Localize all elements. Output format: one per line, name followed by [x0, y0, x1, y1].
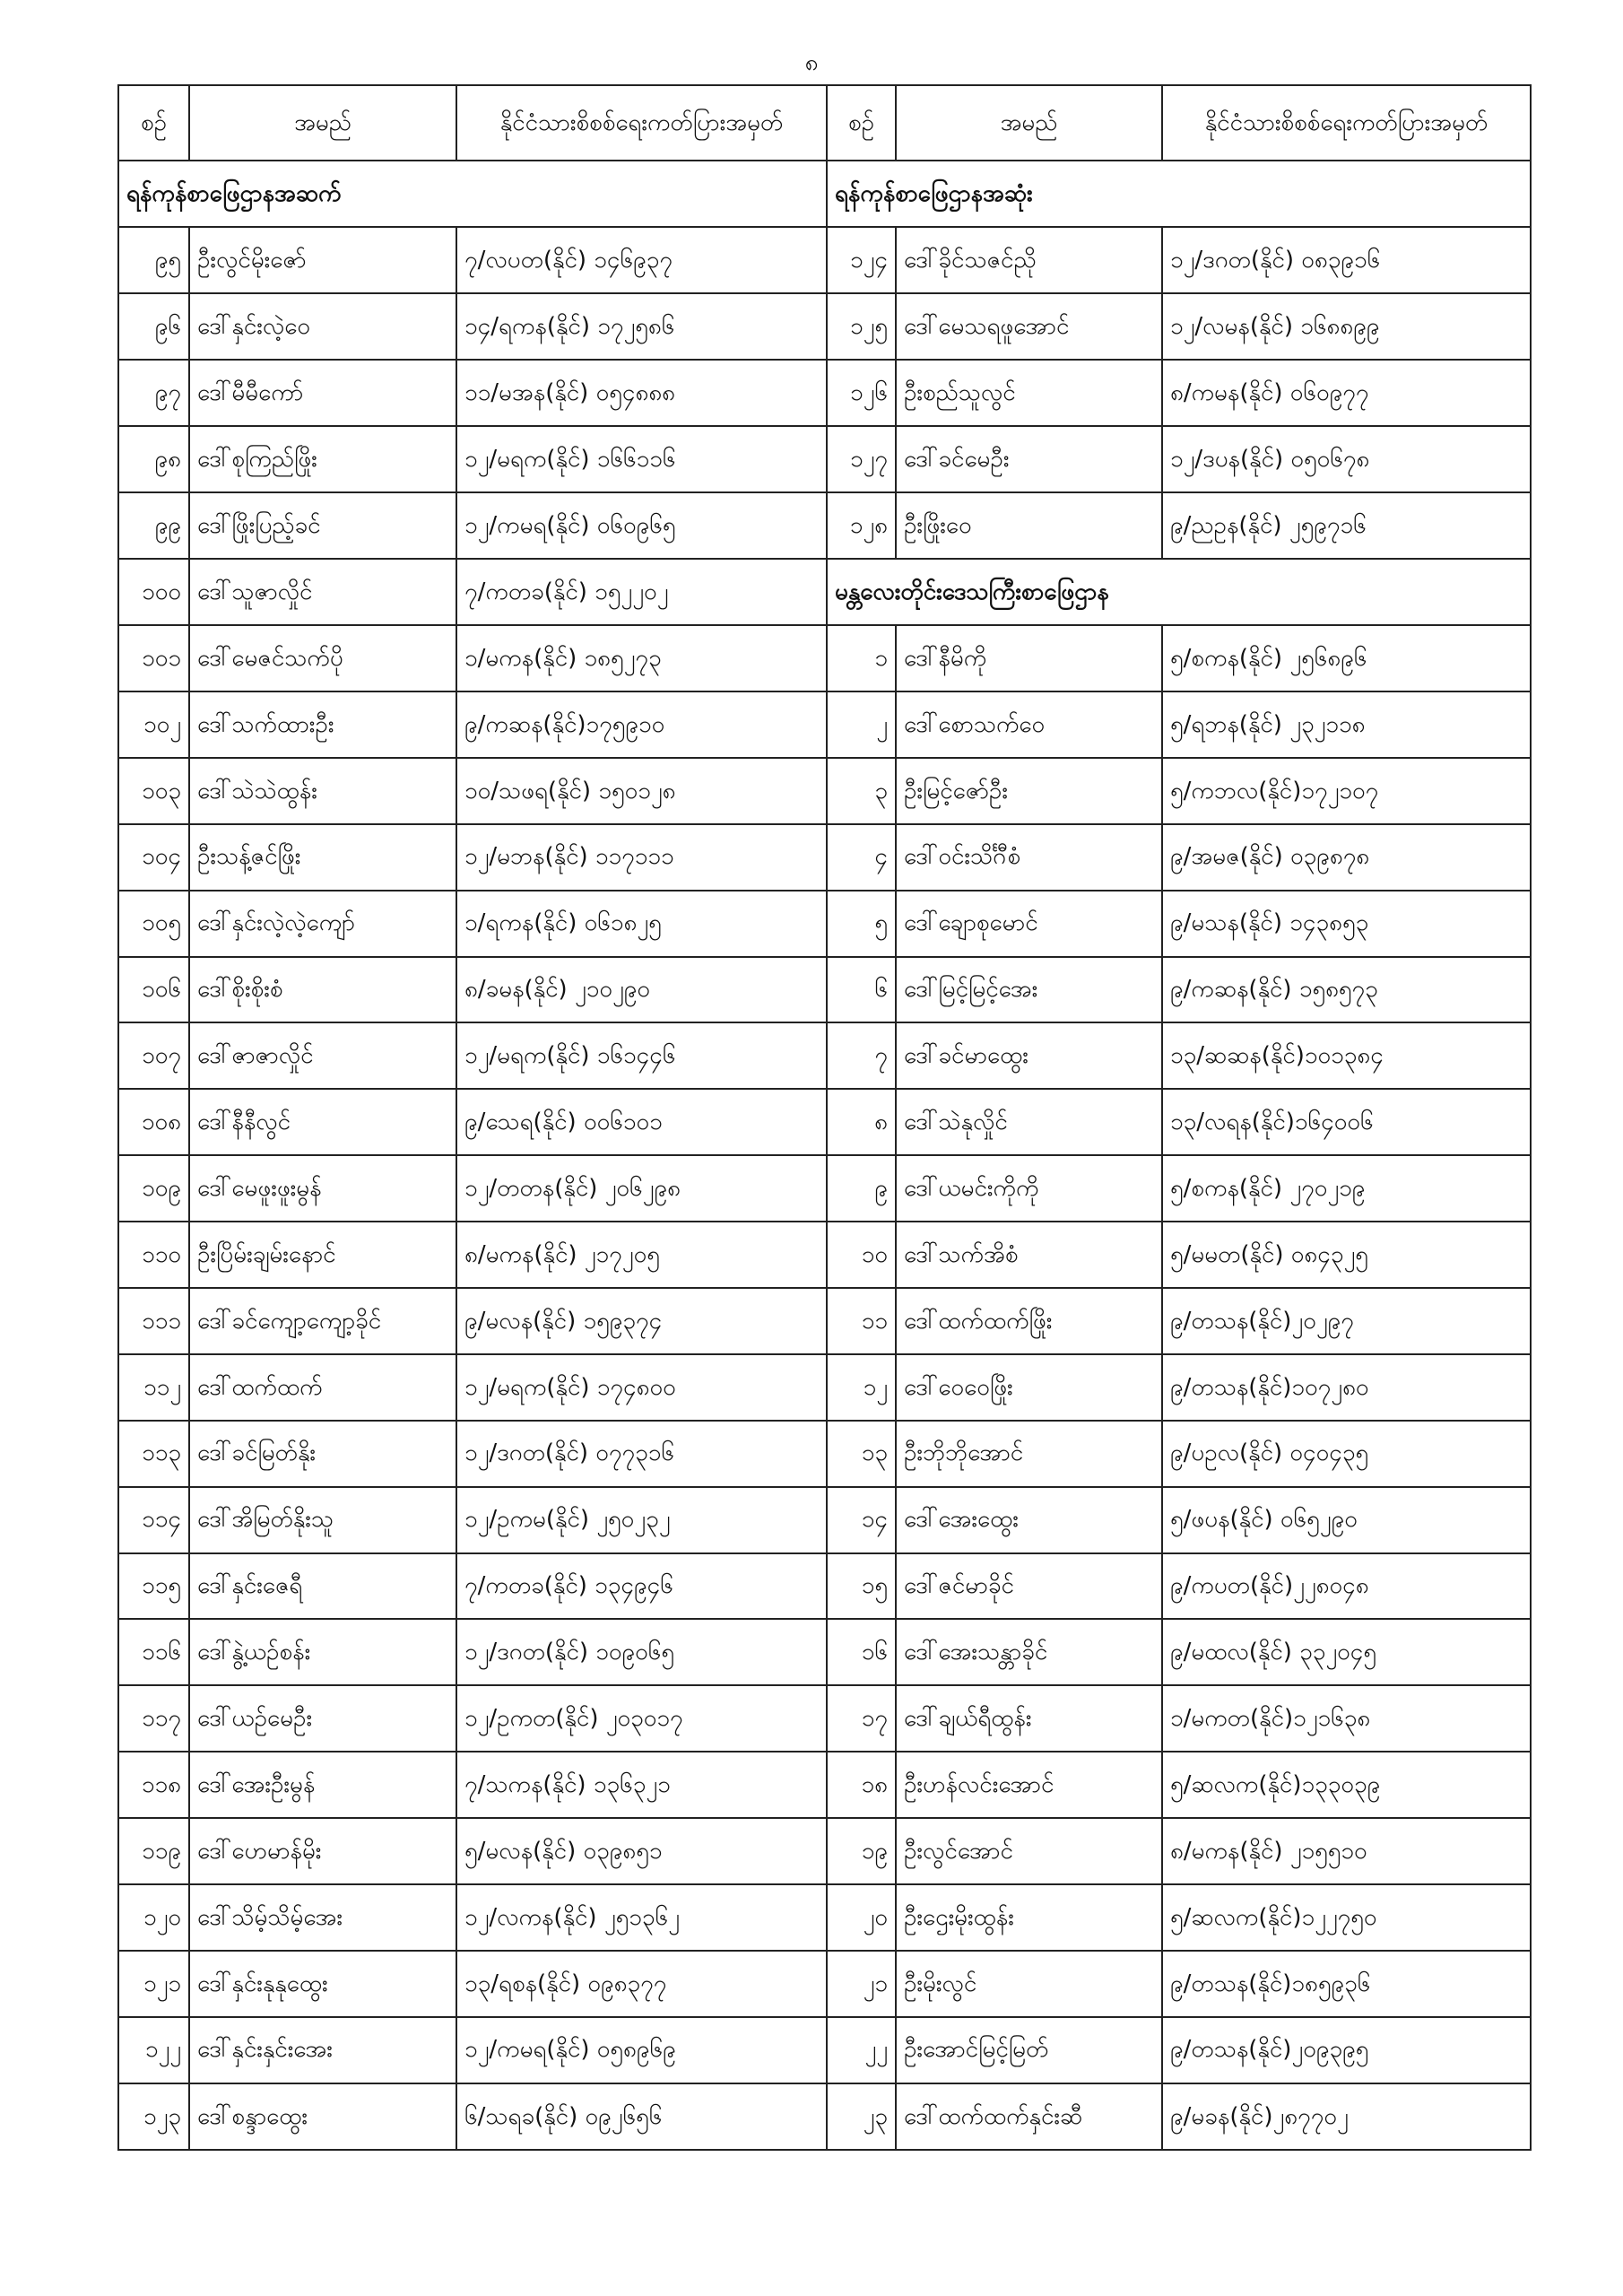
candidate-name: ဒေါ်ထက်ထက်နှင်းဆီ	[896, 2083, 1162, 2150]
nrc-number: ၁၂/တတန(နိုင်) ၂၀၆၂၉၈	[456, 1155, 827, 1222]
row-number: ၁၆	[827, 1619, 896, 1685]
nrc-number: ၁၃/ရစန(နိုင်) ၀၉၈၃၇၇	[456, 1951, 827, 2017]
table-row	[118, 1022, 1531, 1089]
row-number: ၂	[827, 691, 896, 758]
nrc-number: ၁၃/လရန(နိုင်)၁၆၄၀၀၆	[1162, 1089, 1531, 1155]
row-number: ၁၂၈	[827, 492, 896, 559]
candidate-name: ဒေါ်သိမ့်သိမ့်အေး	[189, 1884, 456, 1951]
row-number: ၁၁၂	[118, 1354, 189, 1421]
candidate-name: ဒေါ်သက်ထားဦး	[189, 691, 456, 758]
nrc-number: ၇/ကတခ(နိုင်) ၁၅၂၂၀၂	[456, 559, 827, 625]
row-number: ၁၂၆	[827, 360, 896, 426]
nrc-number: ၉/ညဥန(နိုင်) ၂၅၉၇၁၆	[1162, 492, 1531, 559]
table-row	[118, 1553, 1531, 1620]
row-number: ၉၇	[118, 360, 189, 426]
nrc-number: ၁၁/မအန(နိုင်) ၀၅၄၈၈၈	[456, 360, 827, 426]
row-number: ၁၂၂	[118, 2017, 189, 2083]
header-nrc-right: နိုင်ငံသားစိစစ်ရေးကတ်ပြားအမှတ်	[1162, 85, 1531, 161]
candidate-name: ဒေါ်ချောစုမောင်	[896, 891, 1162, 957]
candidate-name: ဒေါ်ယမင်းကိုကို	[896, 1155, 1162, 1222]
table-row	[118, 559, 1531, 625]
nrc-number: ၁၂/ဒဂတ(နိုင်) ၁၀၉၀၆၅	[456, 1619, 827, 1685]
candidate-name: ဒေါ်စောသက်ဝေ	[896, 691, 1162, 758]
table-row	[118, 492, 1531, 559]
nrc-number: ၉/တသန(နိုင်)၂၀၂၉၇	[1162, 1288, 1531, 1354]
candidate-name: ဒေါ်ခင်မေဦး	[896, 426, 1162, 492]
candidate-name: ဒေါ်ချယ်ရီထွန်း	[896, 1685, 1162, 1752]
candidate-name: ဒေါ်ထက်ထက်	[189, 1354, 456, 1421]
candidate-name: ဒေါ်မီမီကော်	[189, 360, 456, 426]
table-row	[118, 1222, 1531, 1288]
row-number: ၁၂	[827, 1354, 896, 1421]
nrc-number: ၉/သေရ(နိုင်) ၀၀၆၁၀၁	[456, 1089, 827, 1155]
candidate-name: ဦးဘိုဘိုအောင်	[896, 1421, 1162, 1487]
nrc-number: ၁/ရကန(နိုင်) ၀၆၁၈၂၅	[456, 891, 827, 957]
candidate-name: ဒေါ်ဝေဝေဖြိုး	[896, 1354, 1162, 1421]
row-number: ၃	[827, 758, 896, 824]
candidate-name: ဒေါ်နှင်းနုနုထွေး	[189, 1951, 456, 2017]
nrc-number: ၉/တသန(နိုင်)၁၀၇၂၈၀	[1162, 1354, 1531, 1421]
row-number: ၁၂၇	[827, 426, 896, 492]
table-row	[118, 161, 1531, 227]
row-number: ၅	[827, 891, 896, 957]
header-name-right: အမည်	[896, 85, 1162, 161]
candidate-name: ဒေါ်အေးဦးမွန်	[189, 1752, 456, 1818]
row-number: ၁၇	[827, 1685, 896, 1752]
candidate-name: ဒေါ်စန္ဒာထွေး	[189, 2083, 456, 2150]
nrc-number: ၉/တသန(နိုင်)၁၈၅၉၃၆	[1162, 1951, 1531, 2017]
row-number: ၇	[827, 1022, 896, 1089]
row-number: ၁၁၇	[118, 1685, 189, 1752]
nrc-number: ၈/မကန(နိုင်) ၂၁၅၅၁၀	[1162, 1818, 1531, 1884]
candidate-name: ဒေါ်အေးသန္တာခိုင်	[896, 1619, 1162, 1685]
table-row	[118, 1288, 1531, 1354]
candidate-name: ဦးလွင်အောင်	[896, 1818, 1162, 1884]
candidate-name: ဒေါ်သူဇာလှိုင်	[189, 559, 456, 625]
table-row	[118, 625, 1531, 691]
table-row	[118, 426, 1531, 492]
row-number: ၄	[827, 824, 896, 891]
nrc-number: ၁၀/သဖရ(နိုင်) ၁၅၀၁၂၈	[456, 758, 827, 824]
candidate-name: ဒေါ်ဝင်းသိင်္ဂီစံ	[896, 824, 1162, 891]
row-number: ၆	[827, 957, 896, 1023]
row-number: ၁၀၁	[118, 625, 189, 691]
nrc-number: ၅/ဖပန(နိုင်) ၀၆၅၂၉၀	[1162, 1487, 1531, 1553]
nrc-number: ၉/မသန(နိုင်) ၁၄၃၈၅၃	[1162, 891, 1531, 957]
table-row	[118, 1155, 1531, 1222]
nrc-number: ၁၃/ဆဆန(နိုင်)၁၀၁၃၈၄	[1162, 1022, 1531, 1089]
row-number: ၁၂၄	[827, 227, 896, 293]
candidate-name: ဒေါ်ဇင်မာခိုင်	[896, 1553, 1162, 1620]
row-number: ၁၂၅	[827, 293, 896, 360]
candidate-name: ဒေါ်နှင်းလဲ့ဝေ	[189, 293, 456, 360]
candidate-name: ဦးမြင့်ဇော်ဦး	[896, 758, 1162, 824]
row-number: ၁၄	[827, 1487, 896, 1553]
candidate-name: ဒေါ်မေဖူးဖူးမွန်	[189, 1155, 456, 1222]
candidate-name: ဒေါ်ထက်ထက်ဖြိုး	[896, 1288, 1162, 1354]
row-number: ၁၁၉	[118, 1818, 189, 1884]
candidate-name: ဒေါ်မေသရဖူအောင်	[896, 293, 1162, 360]
table-row	[118, 1487, 1531, 1553]
nrc-number: ၁၂/ဒဂတ(နိုင်) ၀၇၇၃၁၆	[456, 1421, 827, 1487]
table-row	[118, 1818, 1531, 1884]
nrc-number: ၁၂/မရက(နိုင်) ၁၆၁၄၄၆	[456, 1022, 827, 1089]
nrc-number: ၅/ဆလက(နိုင်)၁၂၂၇၅၀	[1162, 1884, 1531, 1951]
table-row	[118, 1421, 1531, 1487]
table-row	[118, 1752, 1531, 1818]
candidate-name: ဒေါ်မေဇင်သက်ပို	[189, 625, 456, 691]
candidate-name: ဦးပြိမ်းချမ်းနောင်	[189, 1222, 456, 1288]
row-number: ၂၃	[827, 2083, 896, 2150]
nrc-number: ၉/အမဇ(နိုင်) ၀၃၉၈၇၈	[1162, 824, 1531, 891]
row-number: ၉၆	[118, 293, 189, 360]
candidate-name: ဒေါ်ခင်မြတ်နိုး	[189, 1421, 456, 1487]
nrc-number: ၉/ပဥလ(နိုင်) ၀၄၀၄၃၅	[1162, 1421, 1531, 1487]
nrc-number: ၁/မကတ(နိုင်)၁၂၁၆၃၈	[1162, 1685, 1531, 1752]
row-number: ၁၀	[827, 1222, 896, 1288]
nrc-number: ၁၂/လကန(နိုင်) ၂၅၁၃၆၂	[456, 1884, 827, 1951]
candidate-name: ဒေါ်နွဲ့ယဉ်စန်း	[189, 1619, 456, 1685]
row-number: ၁၁၅	[118, 1553, 189, 1620]
row-number: ၉၅	[118, 227, 189, 293]
nrc-number: ၁၂/မရက(နိုင်) ၁၆၆၁၁၆	[456, 426, 827, 492]
nrc-number: ၈/ခမန(နိုင်) ၂၁၀၂၉၀	[456, 957, 827, 1023]
candidate-name: ဒေါ်ယဉ်မေဦး	[189, 1685, 456, 1752]
nrc-number: ၅/မမတ(နိုင်) ၀၈၄၃၂၅	[1162, 1222, 1531, 1288]
row-number: ၂၁	[827, 1951, 896, 2017]
nrc-number: ၉/တသန(နိုင်)၂၀၉၃၉၅	[1162, 2017, 1531, 2083]
row-number: ၁	[827, 625, 896, 691]
table-row	[118, 2017, 1531, 2083]
candidate-name: ဦးအောင်မြင့်မြတ်	[896, 2017, 1162, 2083]
nrc-number: ၅/စကန(နိုင်) ၂၇၀၂၁၉	[1162, 1155, 1531, 1222]
candidate-name: ဦးမိုးလွင်	[896, 1951, 1162, 2017]
candidate-name: ဒေါ်စုကြည်ဖြိုး	[189, 426, 456, 492]
candidate-name: ဦးဟန်လင်းအောင်	[896, 1752, 1162, 1818]
nrc-number: ၁၂/ဒပန(နိုင်) ၀၅၀၆၇၈	[1162, 426, 1531, 492]
nrc-number: ၉/ကဆန(နိုင်) ၁၅၈၅၇၃	[1162, 957, 1531, 1023]
row-number: ၉၈	[118, 426, 189, 492]
nrc-number: ၁၂/ဥကမ(နိုင်) ၂၅၀၂၃၂	[456, 1487, 827, 1553]
nrc-number: ၈/ကမန(နိုင်) ၀၆၀၉၇၇	[1162, 360, 1531, 426]
candidate-name: ဒေါ်အိမြတ်နိုးသူ	[189, 1487, 456, 1553]
row-number: ၂၂	[827, 2017, 896, 2083]
candidate-name: ဒေါ်စိုးစိုးစံ	[189, 957, 456, 1023]
row-number: ၁၉	[827, 1818, 896, 1884]
table-row	[118, 360, 1531, 426]
nrc-number: ၉/ကပတ(နိုင်)၂၂၈၀၄၈	[1162, 1553, 1531, 1620]
candidate-name: ဒေါ်ခင်မာထွေး	[896, 1022, 1162, 1089]
header-no-left: စဉ်	[118, 85, 189, 161]
row-number: ၁၁၈	[118, 1752, 189, 1818]
candidate-table	[117, 84, 1532, 2151]
nrc-number: ၁/မကန(နိုင်) ၁၈၅၂၇၃	[456, 625, 827, 691]
table-row	[118, 758, 1531, 824]
candidate-name: ဒေါ်နှင်းဇေရီ	[189, 1553, 456, 1620]
row-number: ၁၀၃	[118, 758, 189, 824]
table-row	[118, 1685, 1531, 1752]
candidate-name: ဦးလွင်မိုးဇော်	[189, 227, 456, 293]
nrc-number: ၉/မခန(နိုင်)၂၈၇၇၀၂	[1162, 2083, 1531, 2150]
nrc-number: ၉/မထလ(နိုင်) ၃၃၂၀၄၅	[1162, 1619, 1531, 1685]
row-number: ၁၁၆	[118, 1619, 189, 1685]
row-number: ၁၀၇	[118, 1022, 189, 1089]
row-number: ၁၀၂	[118, 691, 189, 758]
candidate-name: ဒေါ်သက်အိစံ	[896, 1222, 1162, 1288]
table-row	[118, 293, 1531, 360]
nrc-number: ၁၄/ရကန(နိုင်) ၁၇၂၅၈၆	[456, 293, 827, 360]
candidate-name: ဒေါ်သဲသဲထွန်း	[189, 758, 456, 824]
nrc-number: ၅/စကန(နိုင်) ၂၅၆၈၉၆	[1162, 625, 1531, 691]
table-row	[118, 1619, 1531, 1685]
header-nrc-left: နိုင်ငံသားစိစစ်ရေးကတ်ပြားအမှတ်	[456, 85, 827, 161]
nrc-number: ၆/သရခ(နိုင်) ၀၉၂၆၅၆	[456, 2083, 827, 2150]
candidate-name: ဒေါ်ဇာဇာလှိုင်	[189, 1022, 456, 1089]
candidate-name: ဦးစည်သူလွင်	[896, 360, 1162, 426]
row-number: ၂၀	[827, 1884, 896, 1951]
section-title-yangon-cont: ရန်ကုန်စာဖြေဌာနအဆက်	[118, 161, 827, 227]
nrc-number: ၈/မကန(နိုင်) ၂၁၇၂၀၅	[456, 1222, 827, 1288]
candidate-name: ဒေါ်မြင့်မြင့်အေး	[896, 957, 1162, 1023]
candidate-name: ဒေါ်ဖြိုးပြည့်ခင်	[189, 492, 456, 559]
candidate-name: ဒေါ်သဲနုလှိုင်	[896, 1089, 1162, 1155]
nrc-number: ၁၂/ဥကတ(နိုင်) ၂၀၃၀၁၇	[456, 1685, 827, 1752]
row-number: ၁၀၉	[118, 1155, 189, 1222]
table-header-row	[118, 85, 1531, 161]
candidate-name: ဒေါ်နီမိကို	[896, 625, 1162, 691]
row-number: ၉	[827, 1155, 896, 1222]
nrc-number: ၇/သကန(နိုင်) ၁၃၆၃၂၁	[456, 1752, 827, 1818]
candidate-name: ဒေါ်နှင်းနှင်းအေး	[189, 2017, 456, 2083]
row-number: ၁၁၁	[118, 1288, 189, 1354]
row-number: ၁၀၆	[118, 957, 189, 1023]
candidate-name: ဦးဖြိုးဝေ	[896, 492, 1162, 559]
candidate-name: ဒေါ်နီနီလွင်	[189, 1089, 456, 1155]
header-no-right: စဉ်	[827, 85, 896, 161]
row-number: ၁၂၁	[118, 1951, 189, 2017]
candidate-name: ဦးဌေးမိုးထွန်း	[896, 1884, 1162, 1951]
nrc-number: ၁၂/မရက(နိုင်) ၁၇၄၈၀၀	[456, 1354, 827, 1421]
table-row	[118, 2083, 1531, 2150]
candidate-name: ဒေါ်အေးထွေး	[896, 1487, 1162, 1553]
nrc-number: ၇/လပတ(နိုင်) ၁၄၆၉၃၇	[456, 227, 827, 293]
row-number: ၁၁	[827, 1288, 896, 1354]
table-row	[118, 957, 1531, 1023]
row-number: ၁၀၈	[118, 1089, 189, 1155]
nrc-number: ၁၂/ကမရ(နိုင်) ၀၅၈၉၆၉	[456, 2017, 827, 2083]
row-number: ၁၈	[827, 1752, 896, 1818]
candidate-name: ဦးသန့်ဇင်ဖြိုး	[189, 824, 456, 891]
row-number: ၁၃	[827, 1421, 896, 1487]
table-row	[118, 1089, 1531, 1155]
table-row	[118, 1354, 1531, 1421]
page-number: ၈	[804, 49, 819, 76]
nrc-number: ၅/ဆလက(နိုင်)၁၃၃၀၃၉	[1162, 1752, 1531, 1818]
header-name-left: အမည်	[189, 85, 456, 161]
nrc-number: ၁၂/မဘန(နိုင်) ၁၁၇၁၁၁	[456, 824, 827, 891]
row-number: ၁၂၀	[118, 1884, 189, 1951]
row-number: ၁၂၃	[118, 2083, 189, 2150]
candidate-name: ဒေါ်နှင်းလဲ့လဲ့ကျော်	[189, 891, 456, 957]
row-number: ၁၁၀	[118, 1222, 189, 1288]
candidate-name: ဒေါ်ဟေမာန်မိုး	[189, 1818, 456, 1884]
row-number: ၉၉	[118, 492, 189, 559]
nrc-number: ၁၂/ဒဂတ(နိုင်) ၀၈၃၉၁၆	[1162, 227, 1531, 293]
row-number: ၁၀၅	[118, 891, 189, 957]
nrc-number: ၅/ကဘလ(နိုင်)၁၇၂၁၀၇	[1162, 758, 1531, 824]
table-row	[118, 891, 1531, 957]
row-number: ၁၁၄	[118, 1487, 189, 1553]
nrc-number: ၉/ကဆန(နိုင်)၁၇၅၉၁၀	[456, 691, 827, 758]
row-number: ၁၀၄	[118, 824, 189, 891]
row-number: ၁၁၃	[118, 1421, 189, 1487]
table-row	[118, 1951, 1531, 2017]
table-row	[118, 691, 1531, 758]
table-row	[118, 824, 1531, 891]
table-row	[118, 227, 1531, 293]
table-row	[118, 1884, 1531, 1951]
nrc-number: ၁၂/ကမရ(နိုင်) ၀၆၀၉၆၅	[456, 492, 827, 559]
nrc-number: ၅/မလန(နိုင်) ၀၃၉၈၅၁	[456, 1818, 827, 1884]
row-number: ၈	[827, 1089, 896, 1155]
nrc-number: ၅/ရဘန(နိုင်) ၂၃၂၁၁၈	[1162, 691, 1531, 758]
row-number: ၁၅	[827, 1553, 896, 1620]
candidate-name: ဒေါ်ခိုင်သဇင်ညို	[896, 227, 1162, 293]
nrc-number: ၉/မလန(နိုင်) ၁၅၉၃၇၄	[456, 1288, 827, 1354]
candidate-name: ဒေါ်ခင်ကျော့ကျော့ခိုင်	[189, 1288, 456, 1354]
section-title-yangon-end: ရန်ကုန်စာဖြေဌာနအဆုံး	[827, 161, 1531, 227]
row-number: ၁၀၀	[118, 559, 189, 625]
nrc-number: ၇/ကတခ(နိုင်) ၁၃၄၉၄၆	[456, 1553, 827, 1620]
nrc-number: ၁၂/လမန(နိုင်) ၁၆၈၈၉၉	[1162, 293, 1531, 360]
section-title-mandalay: မန္တလေးတိုင်းဒေသကြီးစာဖြေဌာန	[827, 559, 1531, 625]
